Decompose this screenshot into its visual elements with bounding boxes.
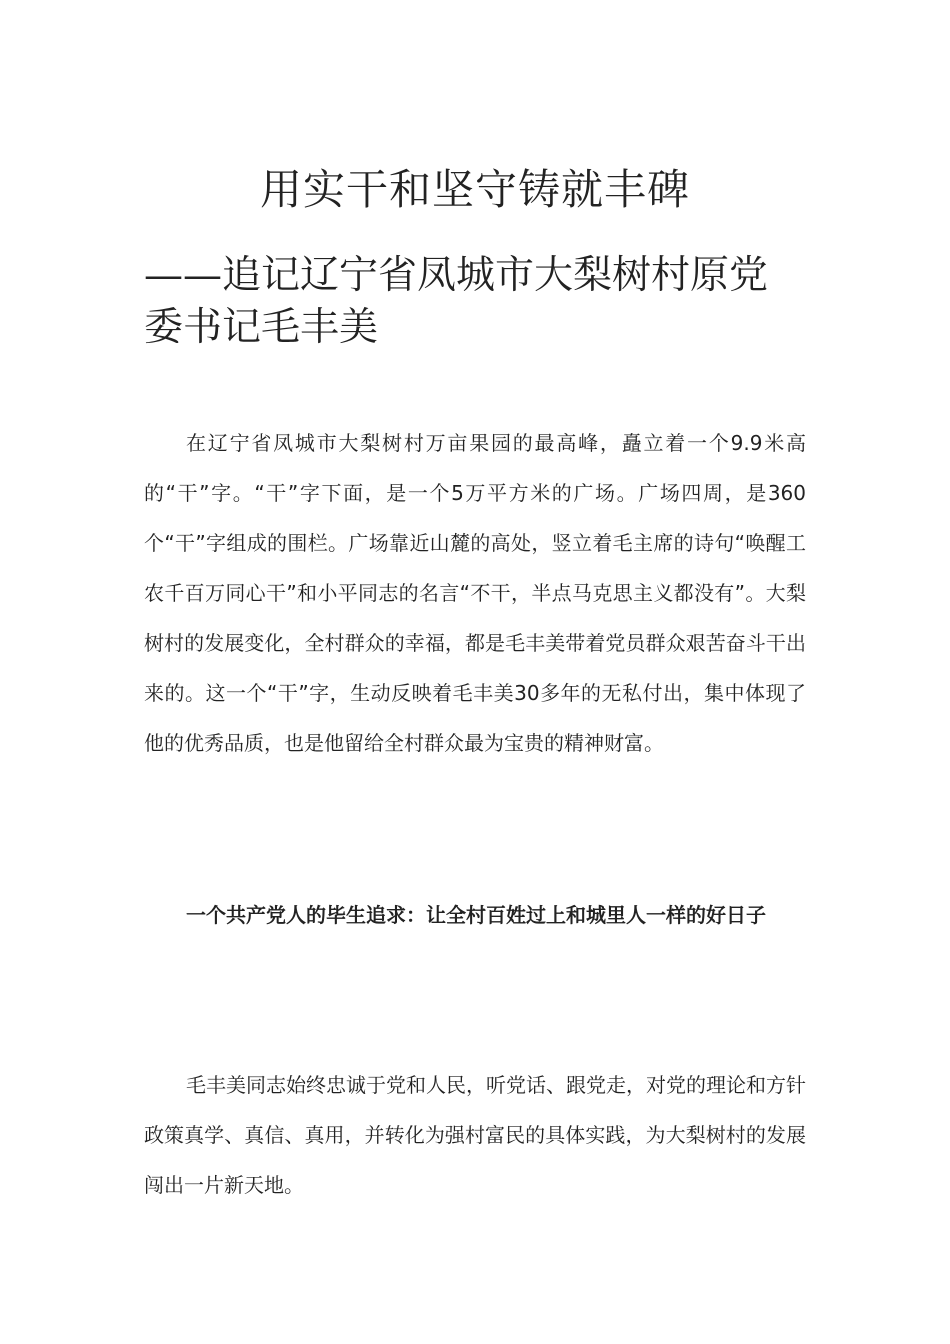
paragraph-section-body: 毛丰美同志始终忠诚于党和人民，听党话、跟党走，对党的理论和方针政策真学、真信、真用，并转化为强村富民的具体实践，为大梨树村的发展闯出一片新天地。 bbox=[144, 1073, 806, 1197]
section-heading: 一个共产党人的毕生追求：让全村百姓过上和城里人一样的好日子 bbox=[186, 903, 766, 927]
document-subtitle: ——追记辽宁省凤城市大梨树村原党委书记毛丰美 bbox=[144, 253, 769, 350]
document-title: 用实干和坚守铸就丰碑 bbox=[259, 165, 690, 214]
paragraph-intro: 在辽宁省凤城市大梨树村万亩果园的最高峰，矗立着一个9.9米高的“干”字。“干”字下面，是一个5万平方米的广场。广场四周，是360个“干”字组成的围栏。广场靠近山麓的高处，竖立着毛主席的诗句“唤醒工农千百万同心干”和小平同志的名言“不干，半点马克思主义都没有”。大梨树村的发展变化，全村群众的幸福，都是毛丰美带着党员群众艰苦奋斗干出来的。这一个“干”字，生动反映着毛丰美30多年的无私付出，集中体现了他的优秀品质，也是他留给全村群众最为宝贵的精神财富。 bbox=[144, 431, 806, 755]
